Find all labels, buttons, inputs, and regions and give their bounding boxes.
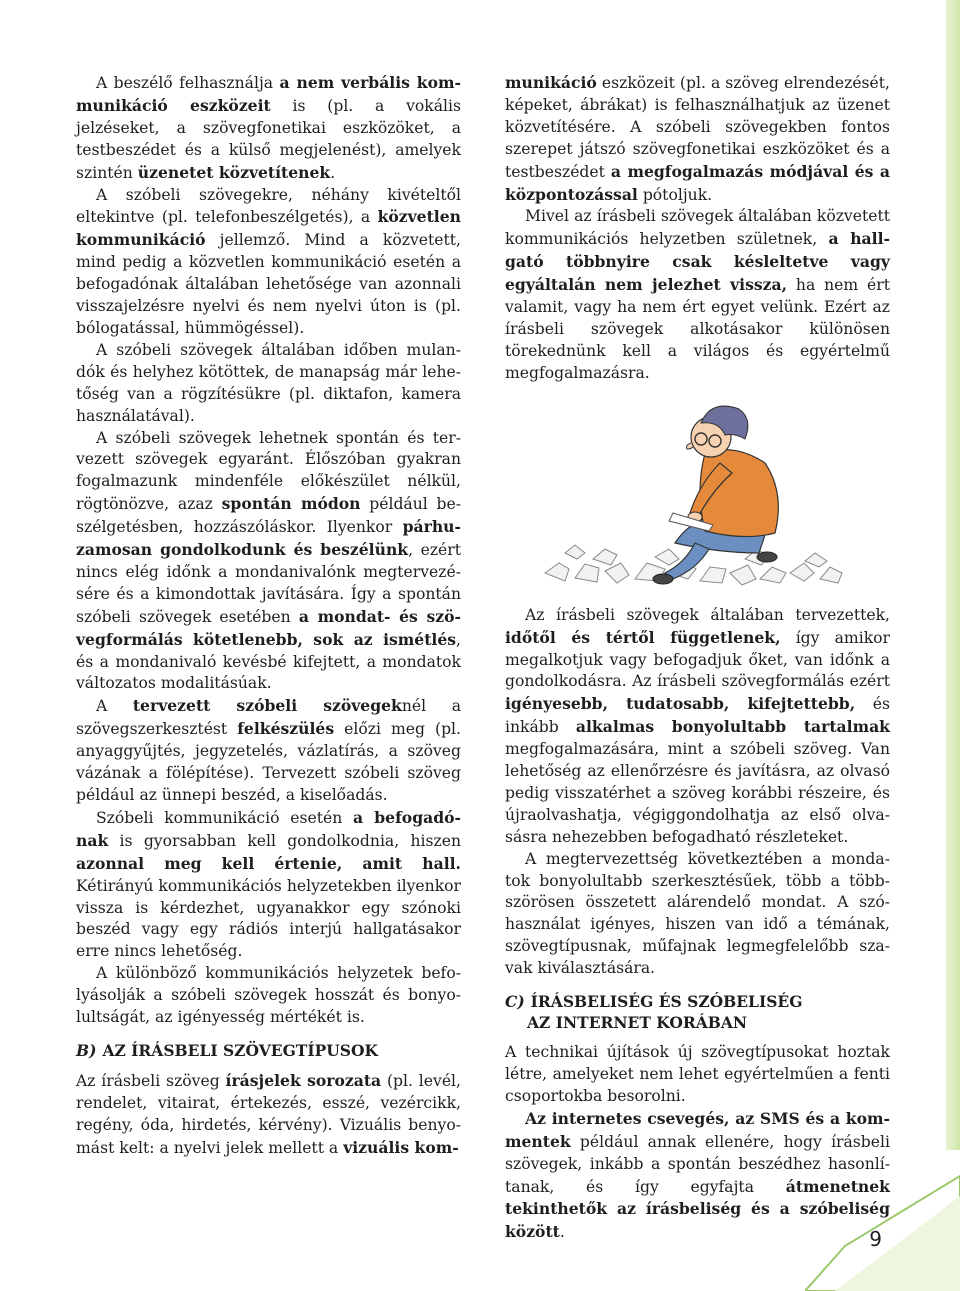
page-number: 9 <box>869 1227 882 1251</box>
paragraph: A beszélő felhasználja a nem verbális kommunikáció eszközeit is (pl. a vokális jelzéseket, a szövegfonetikai eszközöket, a testbeszédet és a külső megjelenést), amelyek szintén üzenetet közvetítenek. <box>76 73 462 182</box>
paragraph: Az írásbeli szöveg írásjelek sorozata (pl. levél, rendelet, vitairat, értekezés, esszé, vezércikk, regény, óda, hirdetés, kérvény). Vizuális benyomást kelt: a nyelvi jelek mellett a vizuális kom- <box>76 1070 462 1157</box>
section-heading-c: C) ÍRÁSBELISÉG ÉS SZÓBELISÉG AZ INTERNET KORÁBAN <box>505 992 803 1033</box>
paragraph: A technikai újítások új szövegtípusokat hoztak létre, amelyeket nem lehet egyértelműen a fenti csoportokba besorolni. <box>505 1043 890 1105</box>
paragraph: A szóbeli szövegekre, néhány kivételtől eltekintve (pl. telefonbeszélgetés), a közvetlen kommunikáció jellemző. Mind a közvetett, mind pedig a közvetlen kommunikáció esetén a befogadónak általában lehetősége van azonnali visszajelzésre nyelvi és nem nyelvi úton is (pl. bólogatással, hümmögéssel). <box>76 185 461 337</box>
paragraph: A szóbeli szövegek lehetnek spontán és tervezett szövegek egyaránt. Élőszóban gyakran fogalmazunk mindenféle előkészület nélkül, rögtönözve, azaz spontán módon például beszélgetésben, hozzászóláskor. Ilyenkor párhuzamosan gondolkodunk és beszélünk, ezért nincs elég időnk a mondanivalónk megtervezésére és a kimondottak javítására. Így a spontán szóbeli szövegek esetében a mondat- és szövegformálás kötetlenebb, sok az ismétlés, és a mondanivaló kevésbé kifejtett, a mondatok változatos modalitásúak. <box>76 428 461 693</box>
writing-boy-illustration <box>505 393 890 593</box>
right-column <box>505 72 890 1244</box>
paragraph: A tervezett szóbeli szövegeknél a szövegszerkesztést felkészülés előzi meg (pl. anyaggyűjtés, jegyzetelés, vázlatírás, a szöveg vázának a fölépítése). Tervezett szóbeli szöveg például az ünnepi beszéd, a kiselőadás. <box>76 696 462 804</box>
decorative-side-stripe <box>946 0 960 1150</box>
paragraph: Az írásbeli szövegek általában tervezettek, időtől és tértől függetlenek, így amikor megalkotjuk vagy befogadjuk őket, van időnk a gondolkodásra. Az írásbeli szövegformálás ezért igényesebb, tudatosabb, kifejtettebb, és inkább alkalmas bonyolultabb tartalmak megfogalmazására, mint a szóbeli szöveg. Van lehetőség az ellenőrzésre és javításra, az olvasó pedig visszatérhet a szöveg korábbi részeire, és újraolvashatja, végiggondolhatja az első olvasásra nehezebben befogadható részleteket. <box>505 605 890 846</box>
paragraph: Mivel az írásbeli szövegek általában közvetett kommunikációs helyzetben születnek, a hallgató többnyire csak késleltetve vagy egyáltalán nem jelezhet vissza, ha nem ért valamit, vagy ha nem ért egyet velünk. Ezért az írásbeli szövegek alkotásakor különösen törekednünk kell a világos és egyértelmű megfogalmazásra. <box>505 207 890 382</box>
paragraph: A megtervezettség következtében a mondatok bonyolultabb szerkesztésűek, több a többszörösen összetett alárendelő mondat. A szóhasználat igényes, hiszen van idő a témának, szövegtípusnak, műfajnak legmegfelelőbb szavak kiválasztására. <box>505 849 890 978</box>
paragraph: A szóbeli szövegek általában időben mulandók és helyhez kötöttek, de manapság már lehetőség van a rögzítésükre (pl. diktafon, kamera használatával). <box>76 340 461 425</box>
left-column <box>76 72 461 1160</box>
paragraph: Az internetes csevegés, az SMS és a kommentek például annak ellenére, hogy írásbeli szövegek, inkább a spontán beszédhez hasonlítanak, és így egyfajta átmenetnek tekinthetők az írásbeliség és a szóbeliség között. <box>505 1108 890 1242</box>
page-corner-decoration <box>805 1166 960 1291</box>
section-heading-b: B) AZ ÍRÁSBELI SZÖVEGTÍPUSOK <box>76 1040 378 1060</box>
paragraph: Szóbeli kommunikáció esetén a befogadónak is gyorsabban kell gondolkodnia, hiszen azonnal meg kell értenie, amit hall. Kétirányú kommunikációs helyzetekben ilyenkor vissza is kérdezhet, ugyanakkor egy szónoki beszéd vagy egy rádiós interjú hallgatásakor erre nincs lehetőség. <box>76 807 461 961</box>
paragraph: A különböző kommunikációs helyzetek befolyásolják a szóbeli szövegek hosszát és bonyolultságát, az igényesség mértékét is. <box>76 964 461 1027</box>
paragraph: munikáció eszközeit (pl. a szöveg elrendezését, képeket, ábrákat) is felhasználhatjuk az üzenet közvetítésére. A szóbeli szövegekben fontos szerepet játszó szövegfonetikai eszközöket és a testbeszédet a megfogalmazás módjával és a központozással pótoljuk. <box>505 73 890 204</box>
